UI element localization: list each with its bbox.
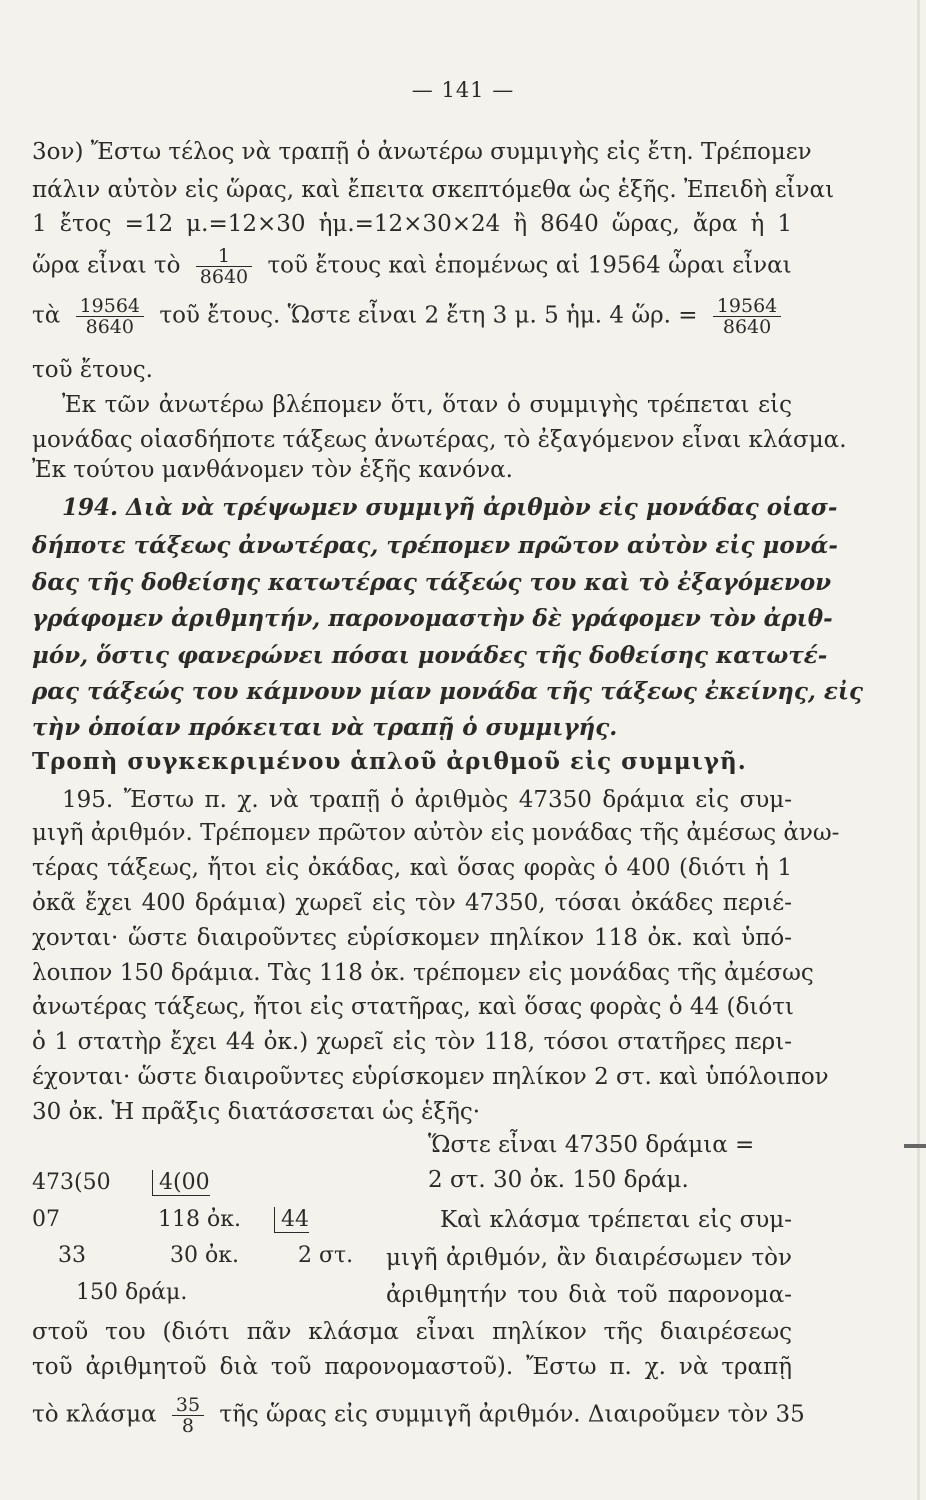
text-line: Ἐκ τῶν ἀνωτέρω βλέπομεν ὅτι, ὅταν ὁ συμμιγὴς τρέπεται εἰς <box>62 392 792 418</box>
paragraph-line: τέρας τάξεως, ἤτοι εἰς ὀκάδας, καὶ ὅσας φορὰς ὁ 400 (διότι ἡ 1 <box>32 855 792 881</box>
paragraph-line: 30 ὀκ. Ἡ πρᾶξις διατάσσεται ὡς ἑξῆς· <box>32 1099 481 1125</box>
fraction-line <box>32 296 789 337</box>
rule-line: μόν, ὅστις φανερώνει πόσαι μονάδες τῆς δοθείσης κατωτέ- <box>32 642 828 669</box>
paragraph-line: 195. Ἔστω π. χ. νὰ τραπῇ ὁ ἀριθμὸς 47350 δράμια εἰς συμ- <box>62 787 792 813</box>
text-line: 1 ἔτος =12 μ.=12×30 ἡμ.=12×30×24 ἢ 8640 ὥρας, ἄρα ἡ 1 <box>32 211 792 237</box>
paragraph-line: χονται· ὥστε διαιροῦντες εὑρίσκομεν πηλίκον 118 ὀκ. καὶ ὑπό- <box>32 925 792 951</box>
division-remainder: 30 ὀκ. <box>170 1243 239 1268</box>
paragraph-line: ἀνωτέρας τάξεως, ἤτοι εἰς στατῆρας, καὶ ὅσας φορὰς ὁ 44 (διότι <box>32 994 794 1020</box>
division-quotient: 2 στ. <box>298 1243 354 1268</box>
text-span: τὸ κλάσμα <box>32 1401 157 1428</box>
paragraph-line: ὁ 1 στατὴρ ἔχει 44 ὀκ.) χωρεῖ εἰς τὸν 118, τόσοι στατῆρες περι- <box>32 1029 792 1055</box>
fraction-numerator: 19564 <box>716 295 778 317</box>
rule-line: δήποτε τάξεως ἀνωτέρας, τρέπομεν πρῶτον αὐτὸν εἰς μονά- <box>32 532 838 559</box>
rule-line: ρας τάξεώς του κάμνουν μίαν μονάδα τῆς τάξεως ἐκείνης, εἰς <box>32 678 864 705</box>
rule-line: δας τῆς δοθείσης κατωτέρας τάξεώς του καὶ τὸ ἐξαγόμενον <box>32 569 832 596</box>
margin-mark <box>904 1144 926 1148</box>
division-remainder: 150 δράμ. <box>76 1280 188 1305</box>
fraction-denominator: 8640 <box>76 316 144 337</box>
result-line: Ὥστε εἶναι 47350 δράμια = <box>428 1132 755 1158</box>
fraction-line <box>32 1395 805 1436</box>
text-line: μονάδας οἱασδήποτε τάξεως ἀνωτέρας, τὸ ἐξαγόμενον εἶναι κλάσμα. <box>32 427 847 453</box>
text-line: στοῦ του (διότι πᾶν κλάσμα εἶναι πηλίκον τῆς διαιρέσεως <box>32 1319 792 1345</box>
division-remainder: 33 <box>58 1243 86 1268</box>
fraction-denominator: 8640 <box>713 316 781 337</box>
division-remainder: 07 <box>32 1207 60 1232</box>
paragraph-line: μιγῆ ἀριθμόν. Τρέπομεν πρῶτον αὐτὸν εἰς μονάδας τῆς ἀμέσως ἀνω- <box>32 820 840 846</box>
division-divisor: 44 <box>274 1207 309 1233</box>
paragraph-line: ὀκᾶ ἔχει 400 δράμια) χωρεῖ εἰς τὸν 47350, τόσαι ὀκάδες περιέ- <box>32 890 792 916</box>
text-line: πάλιν αὐτὸν εἰς ὥρας, καὶ ἔπειτα σκεπτόμεθα ὡς ἑξῆς. Ἐπειδὴ εἶναι <box>32 177 835 203</box>
fraction-line <box>32 246 792 287</box>
text-line: 3ον) Ἔστω τέλος νὰ τραπῇ ὁ ἀνωτέρω συμμιγὴς εἰς ἔτη. Τρέπομεν <box>32 139 812 165</box>
text-span: τῆς ὥρας εἰς συμμιγῆ ἀριθμόν. Διαιροῦμεν τὸν 35 <box>219 1401 805 1428</box>
rule-line: γράφομεν ἀριθμητήν, παρονομαστὴν δὲ γράφομεν τὸν ἀριθ- <box>32 605 833 632</box>
text-span: ὥρα εἶναι τὸ <box>32 252 181 279</box>
fraction <box>172 1395 204 1436</box>
text-span: τοῦ ἔτους καὶ ἑπομένως αἱ 19564 ὧραι εἶναι <box>267 252 792 279</box>
text-line: τοῦ ἔτους. <box>32 357 153 383</box>
fraction-numerator: 19564 <box>79 295 141 317</box>
page-number: — 141 — <box>411 78 515 102</box>
division-quotient: 118 ὀκ. <box>158 1207 241 1232</box>
text-line: Ἐκ τούτου μανθάνομεν τὸν ἑξῆς κανόνα. <box>32 457 513 483</box>
section-heading: Τροπὴ συγκεκριμένου ἁπλοῦ ἀριθμοῦ εἰς συμμιγῆ. <box>32 748 747 775</box>
division-dividend: 473(50 <box>32 1170 111 1195</box>
division-divisor: 4(00 <box>152 1170 210 1196</box>
text-span: τοῦ ἔτους. Ὥστε εἶναι 2 ἔτη 3 μ. 5 ἡμ. 4 ὥρ. = <box>159 302 698 329</box>
fraction-denominator: 8 <box>172 1415 204 1436</box>
fraction <box>713 296 781 337</box>
fraction-numerator: 1 <box>217 245 230 267</box>
text-line: ἀριθμητήν του διὰ τοῦ παρονομα- <box>386 1282 792 1308</box>
fraction <box>196 246 252 287</box>
text-span: τὰ <box>32 302 61 329</box>
fraction-denominator: 8640 <box>196 266 252 287</box>
fraction-numerator: 35 <box>175 1394 201 1416</box>
rule-line: τὴν ὁποίαν πρόκειται νὰ τραπῇ ὁ συμμιγής. <box>32 714 618 741</box>
fraction <box>76 296 144 337</box>
paragraph-line: λοιπον 150 δράμια. Τὰς 118 ὀκ. τρέπομεν εἰς μονάδας τῆς ἀμέσως <box>32 960 814 986</box>
page-gutter <box>917 0 920 1500</box>
paragraph-line: έχονται· ὥστε διαιροῦντες εὑρίσκομεν πηλίκον 2 στ. καὶ ὑπόλοιπον <box>32 1064 829 1090</box>
result-line: 2 στ. 30 ὀκ. 150 δράμ. <box>428 1167 689 1193</box>
text-line: τοῦ ἀριθμητοῦ διὰ τοῦ παρονομαστοῦ). Ἔστω π. χ. νὰ τραπῇ <box>32 1354 792 1380</box>
rule-line: 194. Διὰ νὰ τρέψωμεν συμμιγῆ ἀριθμὸν εἰς μονάδας οἱασ- <box>62 494 838 521</box>
text-line: Καὶ κλάσμα τρέπεται εἰς συμ- <box>440 1207 792 1233</box>
text-line: μιγῆ ἀριθμόν, ἂν διαιρέσωμεν τὸν <box>386 1245 792 1271</box>
